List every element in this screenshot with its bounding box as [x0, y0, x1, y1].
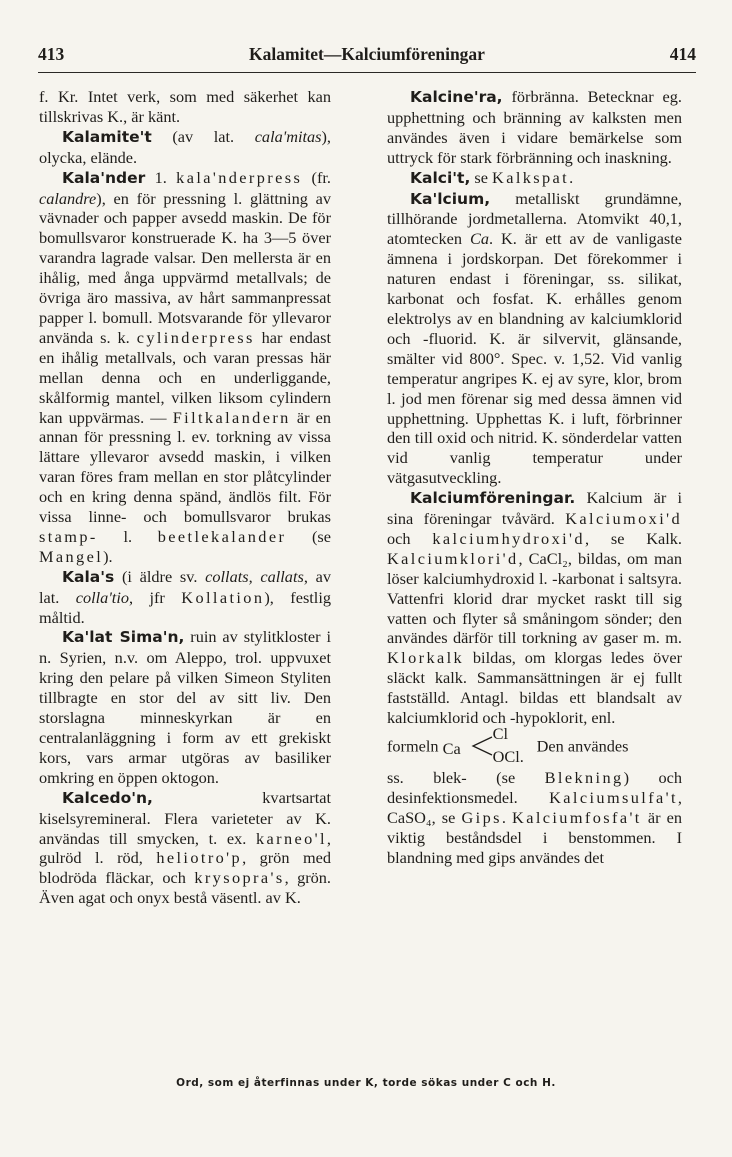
headword: Kala'nder: [62, 168, 146, 187]
entry-kalamitet: Kalamite't (av lat. cala'mitas), olycka, elände.: [39, 126, 331, 167]
headword: Ka'lcium,: [410, 189, 491, 208]
footer-note: Ord, som ej återfinnas under K, torde sökas under C och H.: [176, 1077, 556, 1089]
right-column: [387, 87, 682, 868]
headword: Ka'lat Sima'n,: [62, 628, 185, 647]
entry-kalcedon: Kalcedo'n, kvartsartat kiselsyremineral. Flera varieteter av K. användas till smycken, t. ex. karneo'l, gulröd l. röd, heliotro'p, grön med blodröda fläckar, och krysopra's, grön. Även agat och onyx bestå väsentl. av K.: [39, 787, 331, 908]
entry-kalcit: Kalci't, se Kalkspat.: [410, 167, 574, 187]
left-column: [39, 87, 331, 908]
headword: Kalciumföreningar.: [410, 489, 576, 508]
entry-kalat-siman: Ka'lat Sima'n, ruin av stylitkloster i n. Syrien, n.v. om Aleppo, trol. uppvuxet kring den pelare på vilken Simeon Styliten tillbragte en stor del av sitt liv. Den storslagna minneskyrkan är en centralanläggning i form av ett grekiskt kors, vars armar utgöras av basiliker omkring en öppen oktogon.: [39, 627, 331, 787]
formula-line: formeln Ca Cl OCl. Den användes: [387, 724, 629, 766]
headword: Kalcedo'n,: [62, 788, 153, 807]
continued-text: ss. blek- (se Blekning) och desinfektionsmedel. Kalciumsulfa't, CaSO₄, se Gips. Kalciumfosfa't är en viktig beståndsdel i benstommen. I blandning med gips användes det: [387, 768, 683, 867]
entry-kalciumforeningar: Kalciumföreningar. Kalcium är i sina föreningar tvåvärd. Kalciumoxi'd och kalciumhydroxi'd, se Kalk. Kalciumklori'd, CaCl₂, bildas, om man löser kalciumhydroxid l. -karbonat i saltsyra. Vattenfri klorid drar mycket raskt till sig vatten och flyter så småningom sönder; den användes därför till torkning av gaser m. m. Klorkalk bildas, om klorgas ledes över släckt kalk. Sammansättningen är ej fullt fastställd. Antagl. bildas ett blandsalt av kalciumklorid och -hypoklorit, enl.: [387, 488, 682, 728]
chlorine-formula: Ca Cl OCl.: [442, 724, 524, 766]
entry-kalcinera: Kalcine'ra, förbränna. Betecknar eg. upphettning och bränning av kalksten men användes även i vidare bemärkelse som uttryck för stark förbränning och inaskning.: [387, 87, 682, 167]
page-title: Kalamitet—Kalciumföreningar: [249, 44, 485, 64]
headword: Kala's: [62, 567, 115, 586]
headword: Kalcine'ra,: [410, 88, 503, 106]
entry-kalcium: Ka'lcium, metalliskt grundämne, tillhörande jordmetallerna. Atomvikt 40,1, atomtecken Ca. K. är ett av de vanligaste ämnena i jordskorpan. Det förekommer i naturen endast i föreningar, ss. silikat, karbonat och fosfat. K. erhålles genom elektrolys av en blandning av kalciumklorid och -fluorid. K. är silvervit, glänsande, smälter vid 800°. Spec. v. 1,52. Vid vanlig temperatur angripes K. ej av syre, klor, brom l. jod men förenar sig med dessa ämnen vid upphettning. Upphettas K. i luft, förbrinner den till oxid och nitrid. K. sönderdelar vatten vid vanlig temperatur under vätgasutveckling.: [387, 188, 683, 488]
page-header: [38, 44, 696, 72]
page-number-right: 414: [669, 44, 696, 64]
entry-kalander: Kala'nder 1. kala'nderpress (fr. calandre), en för pressning l. glättning av vävnader och papper avsedd maskin. De för bomullsvaror konstruerade K. ha 3—5 över varandra lagrade valsar. Den mellersta är en ihålig, med ånga uppvärmd metallvals; de övriga äro massiva, av hårt sammanpressat papper l. bomull. Motsvarande för yllevaror använda s. k. cylinderpress har endast en ihålig metallvals, och varan pressas här mellan denna och en underliggande, skålformig mantel, vilken liksom cylindern kan uppvärmas. — Filtkalandern är en annan för pressning l. ev. torkning av vissa lättare yllevaror avsedd maskin, i vilken varan föres fram mellan en stor plåtcylinder och en kring denna spänd, ändlös filt. För vissa linne- och bomullsvaror brukas stamp- l. beetlekalander (se Mangel).: [39, 167, 331, 566]
entry-kalas: Kala's (i äldre sv. collats, callats, av lat. colla'tio, jfr Kollation), festlig måltid.: [39, 566, 331, 627]
header-rule: [38, 72, 696, 73]
page-number-left: 413: [38, 44, 65, 64]
headword: Kalci't,: [410, 168, 471, 187]
continued-text: f. Kr. Intet verk, som med säkerhet kan tillskrivas K., är känt.: [39, 87, 331, 126]
headword: Kalamite't: [62, 127, 152, 146]
